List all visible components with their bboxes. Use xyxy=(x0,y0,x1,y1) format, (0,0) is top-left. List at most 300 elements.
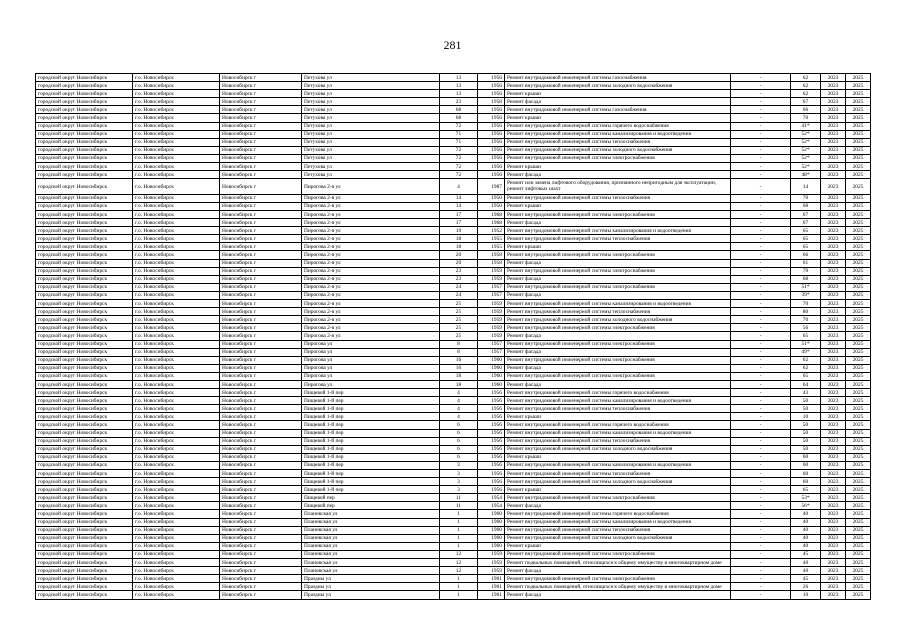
table-row xyxy=(36,122,871,130)
value-cell: 52* xyxy=(791,130,821,138)
year-built-cell: 1956 xyxy=(478,461,505,469)
table-row xyxy=(36,202,871,210)
end-year-cell: 2025 xyxy=(846,202,871,210)
value-cell: 50 xyxy=(791,421,821,429)
house-number-cell: 11 xyxy=(440,494,478,502)
end-year-cell: 2025 xyxy=(846,251,871,259)
value-cell: 45 xyxy=(791,575,821,583)
end-year-cell: 2025 xyxy=(846,243,871,251)
district-cell: г.о. Новосибирск xyxy=(133,259,220,267)
municipality-cell: городской округ Новосибирск xyxy=(36,235,133,243)
municipality-cell: городской округ Новосибирск xyxy=(36,275,133,283)
start-year-cell: 2023 xyxy=(821,413,846,421)
municipality-cell: городской округ Новосибирск xyxy=(36,308,133,316)
year-built-cell: 1950 xyxy=(478,202,505,210)
end-year-cell: 2025 xyxy=(846,171,871,179)
street-cell: Плановская ул xyxy=(302,518,440,526)
start-year-cell: 2023 xyxy=(821,453,846,461)
dash-cell: - xyxy=(731,179,791,195)
house-number-cell: 6 xyxy=(440,437,478,445)
start-year-cell: 2023 xyxy=(821,348,846,356)
end-year-cell: 2025 xyxy=(846,478,871,486)
start-year-cell: 2023 xyxy=(821,575,846,583)
street-cell: Пирогова 2-я ул xyxy=(302,235,440,243)
value-cell: 68 xyxy=(791,202,821,210)
work-type-cell: Ремонт крыши xyxy=(505,453,731,461)
city-cell: Новосибирск г xyxy=(220,219,302,227)
value-cell: 53* xyxy=(791,494,821,502)
house-number-cell: 1 xyxy=(440,518,478,526)
municipality-cell: городской округ Новосибирск xyxy=(36,380,133,388)
year-built-cell: 1959 xyxy=(478,316,505,324)
district-cell: г.о. Новосибирск xyxy=(133,380,220,388)
end-year-cell: 2025 xyxy=(846,494,871,502)
end-year-cell: 2025 xyxy=(846,591,871,599)
city-cell: Новосибирск г xyxy=(220,437,302,445)
street-cell: Пирогова 2-я ул xyxy=(302,219,440,227)
district-cell: г.о. Новосибирск xyxy=(133,461,220,469)
street-cell: Пищевой 1-й пер xyxy=(302,437,440,445)
municipality-cell: городской округ Новосибирск xyxy=(36,364,133,372)
table-row xyxy=(36,275,871,283)
municipality-cell: городской округ Новосибирск xyxy=(36,510,133,518)
district-cell: г.о. Новосибирск xyxy=(133,364,220,372)
city-cell: Новосибирск г xyxy=(220,591,302,599)
street-cell: Пищевой 1-й пер xyxy=(302,453,440,461)
value-cell: 70 xyxy=(791,194,821,202)
city-cell: Новосибирск г xyxy=(220,332,302,340)
house-number-cell: 19 xyxy=(440,227,478,235)
house-number-cell: 24 xyxy=(440,283,478,291)
street-cell: Пищевой 1-й пер xyxy=(302,421,440,429)
value-cell: 41* xyxy=(791,122,821,130)
district-cell: г.о. Новосибирск xyxy=(133,267,220,275)
street-cell: Пирогова 2-я ул xyxy=(302,194,440,202)
table-row xyxy=(36,542,871,550)
dash-cell: - xyxy=(731,534,791,542)
end-year-cell: 2025 xyxy=(846,179,871,195)
year-built-cell: 1956 xyxy=(478,405,505,413)
municipality-cell: городской округ Новосибирск xyxy=(36,259,133,267)
table-row xyxy=(36,259,871,267)
house-number-cell: 13 xyxy=(440,90,478,98)
value-cell: 56* xyxy=(791,502,821,510)
year-built-cell: 1958 xyxy=(478,259,505,267)
city-cell: Новосибирск г xyxy=(220,550,302,558)
end-year-cell: 2025 xyxy=(846,308,871,316)
table-row xyxy=(36,510,871,518)
municipality-cell: городской округ Новосибирск xyxy=(36,534,133,542)
year-built-cell: 1960 xyxy=(478,372,505,380)
start-year-cell: 2023 xyxy=(821,461,846,469)
dash-cell: - xyxy=(731,219,791,227)
city-cell: Новосибирск г xyxy=(220,259,302,267)
year-built-cell: 1960 xyxy=(478,518,505,526)
city-cell: Новосибирск г xyxy=(220,542,302,550)
start-year-cell: 2023 xyxy=(821,478,846,486)
house-number-cell: 3 xyxy=(440,461,478,469)
street-cell: Пищевой 1-й пер xyxy=(302,461,440,469)
municipality-cell: городской округ Новосибирск xyxy=(36,502,133,510)
district-cell: г.о. Новосибирск xyxy=(133,146,220,154)
start-year-cell: 2023 xyxy=(821,316,846,324)
work-type-cell: Ремонт внутридомовой инженерной системы канализирования и водоотведения xyxy=(505,429,731,437)
value-cell: 50 xyxy=(791,437,821,445)
work-type-cell: Ремонт внутридомовой инженерной системы электроснабжения xyxy=(505,251,731,259)
dash-cell: - xyxy=(731,98,791,106)
municipality-cell: городской округ Новосибирск xyxy=(36,486,133,494)
end-year-cell: 2025 xyxy=(846,437,871,445)
city-cell: Новосибирск г xyxy=(220,461,302,469)
street-cell: Пирогова 2-я ул xyxy=(302,291,440,299)
end-year-cell: 2025 xyxy=(846,130,871,138)
municipality-cell: городской округ Новосибирск xyxy=(36,518,133,526)
municipality-cell: городской округ Новосибирск xyxy=(36,583,133,591)
street-cell: Пирогова 2-я ул xyxy=(302,243,440,251)
street-cell: Праздны ул xyxy=(302,575,440,583)
end-year-cell: 2025 xyxy=(846,211,871,219)
year-built-cell: 1956 xyxy=(478,421,505,429)
district-cell: г.о. Новосибирск xyxy=(133,163,220,171)
value-cell: 40 xyxy=(791,567,821,575)
value-cell: 65 xyxy=(791,332,821,340)
street-cell: Петухова ул xyxy=(302,154,440,162)
street-cell: Пирогова 2-я ул xyxy=(302,211,440,219)
dash-cell: - xyxy=(731,421,791,429)
year-built-cell: 1956 xyxy=(478,413,505,421)
house-number-cell: 17 xyxy=(440,219,478,227)
table-row xyxy=(36,171,871,179)
municipality-cell: городской округ Новосибирск xyxy=(36,397,133,405)
dash-cell: - xyxy=(731,372,791,380)
table-row xyxy=(36,356,871,364)
house-number-cell: 1 xyxy=(440,526,478,534)
city-cell: Новосибирск г xyxy=(220,154,302,162)
city-cell: Новосибирск г xyxy=(220,291,302,299)
district-cell: г.о. Новосибирск xyxy=(133,413,220,421)
work-type-cell: Ремонт внутридомовой инженерной системы канализирования и водоотведения xyxy=(505,130,731,138)
dash-cell: - xyxy=(731,324,791,332)
district-cell: г.о. Новосибирск xyxy=(133,397,220,405)
start-year-cell: 2023 xyxy=(821,171,846,179)
end-year-cell: 2025 xyxy=(846,82,871,90)
table-row xyxy=(36,389,871,397)
work-type-cell: Ремонт внутридомовой инженерной системы теплоснабжения xyxy=(505,308,731,316)
district-cell: г.о. Новосибирск xyxy=(133,300,220,308)
end-year-cell: 2025 xyxy=(846,429,871,437)
work-type-cell: Ремонт фасада xyxy=(505,275,731,283)
value-cell: 67 xyxy=(791,219,821,227)
street-cell: Петухова ул xyxy=(302,114,440,122)
district-cell: г.о. Новосибирск xyxy=(133,275,220,283)
start-year-cell: 2023 xyxy=(821,227,846,235)
year-built-cell: 1956 xyxy=(478,154,505,162)
year-built-cell: 1957 xyxy=(478,291,505,299)
house-number-cell: 72 xyxy=(440,122,478,130)
end-year-cell: 2025 xyxy=(846,98,871,106)
city-cell: Новосибирск г xyxy=(220,526,302,534)
dash-cell: - xyxy=(731,82,791,90)
table-row xyxy=(36,130,871,138)
table-row xyxy=(36,194,871,202)
end-year-cell: 2025 xyxy=(846,510,871,518)
work-type-cell: Ремонт внутридомовой инженерной системы теплоснабжения xyxy=(505,194,731,202)
dash-cell: - xyxy=(731,251,791,259)
dash-cell: - xyxy=(731,470,791,478)
table-row xyxy=(36,332,871,340)
table-row xyxy=(36,324,871,332)
city-cell: Новосибирск г xyxy=(220,429,302,437)
municipality-cell: городской округ Новосибирск xyxy=(36,324,133,332)
table-row xyxy=(36,445,871,453)
municipality-cell: городской округ Новосибирск xyxy=(36,340,133,348)
city-cell: Новосибирск г xyxy=(220,146,302,154)
table-row xyxy=(36,372,871,380)
house-number-cell: 3 xyxy=(440,478,478,486)
start-year-cell: 2023 xyxy=(821,194,846,202)
house-number-cell: 12 xyxy=(440,559,478,567)
city-cell: Новосибирск г xyxy=(220,267,302,275)
end-year-cell: 2025 xyxy=(846,575,871,583)
house-number-cell: 25 xyxy=(440,300,478,308)
dash-cell: - xyxy=(731,275,791,283)
table-row xyxy=(36,405,871,413)
start-year-cell: 2023 xyxy=(821,267,846,275)
city-cell: Новосибирск г xyxy=(220,583,302,591)
work-type-cell: Ремонт внутридомовой инженерной системы горячего водоснабжения xyxy=(505,389,731,397)
city-cell: Новосибирск г xyxy=(220,171,302,179)
end-year-cell: 2025 xyxy=(846,106,871,114)
dash-cell: - xyxy=(731,340,791,348)
start-year-cell: 2023 xyxy=(821,219,846,227)
table-row xyxy=(36,575,871,583)
value-cell: 52* xyxy=(791,138,821,146)
start-year-cell: 2023 xyxy=(821,534,846,542)
house-number-cell: 16 xyxy=(440,356,478,364)
house-number-cell: 4 xyxy=(440,405,478,413)
table-row xyxy=(36,235,871,243)
city-cell: Новосибирск г xyxy=(220,243,302,251)
city-cell: Новосибирск г xyxy=(220,98,302,106)
street-cell: Пирогова 2-я ул xyxy=(302,283,440,291)
street-cell: Пищевой 1-й пер xyxy=(302,413,440,421)
end-year-cell: 2025 xyxy=(846,550,871,558)
house-number-cell: 24 xyxy=(440,291,478,299)
table-row xyxy=(36,429,871,437)
city-cell: Новосибирск г xyxy=(220,308,302,316)
value-cell: 60 xyxy=(791,453,821,461)
dash-cell: - xyxy=(731,453,791,461)
end-year-cell: 2025 xyxy=(846,486,871,494)
table-row xyxy=(36,82,871,90)
end-year-cell: 2025 xyxy=(846,138,871,146)
start-year-cell: 2023 xyxy=(821,98,846,106)
street-cell: Плановская ул xyxy=(302,559,440,567)
municipality-cell: городской округ Новосибирск xyxy=(36,243,133,251)
house-number-cell: 6 xyxy=(440,421,478,429)
municipality-cell: городской округ Новосибирск xyxy=(36,478,133,486)
work-type-cell: Ремонт фасада xyxy=(505,98,731,106)
year-built-cell: 1956 xyxy=(478,74,505,82)
work-type-cell: Ремонт внутридомовой инженерной системы теплоснабжения xyxy=(505,526,731,534)
end-year-cell: 2025 xyxy=(846,163,871,171)
district-cell: г.о. Новосибирск xyxy=(133,332,220,340)
work-type-cell: Ремонт внутридомовой инженерной системы канализирования и водоотведения xyxy=(505,397,731,405)
district-cell: г.о. Новосибирск xyxy=(133,494,220,502)
dash-cell: - xyxy=(731,575,791,583)
dash-cell: - xyxy=(731,211,791,219)
city-cell: Новосибирск г xyxy=(220,114,302,122)
district-cell: г.о. Новосибирск xyxy=(133,106,220,114)
municipality-cell: городской округ Новосибирск xyxy=(36,130,133,138)
work-type-cell: Ремонт внутридомовой инженерной системы электроснабжения xyxy=(505,340,731,348)
district-cell: г.о. Новосибирск xyxy=(133,591,220,599)
street-cell: Пищевой 1-й пер xyxy=(302,397,440,405)
value-cell: 40 xyxy=(791,510,821,518)
dash-cell: - xyxy=(731,122,791,130)
value-cell: 60 xyxy=(791,461,821,469)
table-row xyxy=(36,90,871,98)
street-cell: Пирогова 2-я ул xyxy=(302,275,440,283)
street-cell: Пищевой 1-й пер xyxy=(302,470,440,478)
municipality-cell: городской округ Новосибирск xyxy=(36,429,133,437)
municipality-cell: городской округ Новосибирск xyxy=(36,567,133,575)
end-year-cell: 2025 xyxy=(846,146,871,154)
street-cell: Пищевой 1-й пер xyxy=(302,445,440,453)
dash-cell: - xyxy=(731,291,791,299)
work-type-cell: Ремонт внутридомовой инженерной системы электроснабжения xyxy=(505,550,731,558)
city-cell: Новосибирск г xyxy=(220,194,302,202)
value-cell: 52* xyxy=(791,154,821,162)
street-cell: Пирогова ул xyxy=(302,364,440,372)
year-built-cell: 1956 xyxy=(478,122,505,130)
district-cell: г.о. Новосибирск xyxy=(133,98,220,106)
street-cell: Петухова ул xyxy=(302,146,440,154)
work-type-cell: Ремонт фасада xyxy=(505,502,731,510)
year-built-cell: 1957 xyxy=(478,283,505,291)
start-year-cell: 2023 xyxy=(821,283,846,291)
value-cell: 26 xyxy=(791,583,821,591)
year-built-cell: 1960 xyxy=(478,510,505,518)
end-year-cell: 2025 xyxy=(846,518,871,526)
dash-cell: - xyxy=(731,74,791,82)
dash-cell: - xyxy=(731,591,791,599)
start-year-cell: 2023 xyxy=(821,470,846,478)
work-type-cell: Ремонт внутридомовой инженерной системы горячего водоснабжения xyxy=(505,122,731,130)
table-row xyxy=(36,251,871,259)
street-cell: Петухова ул xyxy=(302,106,440,114)
table-row xyxy=(36,380,871,388)
start-year-cell: 2023 xyxy=(821,90,846,98)
district-cell: г.о. Новосибирск xyxy=(133,138,220,146)
work-type-cell: Ремонт внутридомовой инженерной системы теплоснабжения xyxy=(505,235,731,243)
year-built-cell: 1960 xyxy=(478,380,505,388)
municipality-cell: городской округ Новосибирск xyxy=(36,267,133,275)
year-built-cell: 1955 xyxy=(478,243,505,251)
table-row xyxy=(36,567,871,575)
value-cell: 61 xyxy=(791,259,821,267)
start-year-cell: 2023 xyxy=(821,583,846,591)
year-built-cell: 1960 xyxy=(478,364,505,372)
house-number-cell: 6 xyxy=(440,445,478,453)
street-cell: Плановская ул xyxy=(302,542,440,550)
year-built-cell: 1950 xyxy=(478,194,505,202)
district-cell: г.о. Новосибирск xyxy=(133,316,220,324)
table-row xyxy=(36,494,871,502)
table-row xyxy=(36,559,871,567)
city-cell: Новосибирск г xyxy=(220,130,302,138)
end-year-cell: 2025 xyxy=(846,534,871,542)
city-cell: Новосибирск г xyxy=(220,413,302,421)
work-type-cell: Ремонт внутридомовой инженерной системы электроснабжения xyxy=(505,494,731,502)
year-built-cell: 1956 xyxy=(478,470,505,478)
table-row xyxy=(36,316,871,324)
municipality-cell: городской округ Новосибирск xyxy=(36,559,133,567)
municipality-cell: городской округ Новосибирск xyxy=(36,461,133,469)
house-number-cell: 1 xyxy=(440,542,478,550)
table-row xyxy=(36,486,871,494)
dash-cell: - xyxy=(731,518,791,526)
year-built-cell: 1956 xyxy=(478,486,505,494)
municipality-cell: городской округ Новосибирск xyxy=(36,251,133,259)
work-type-cell: Ремонт крыши xyxy=(505,486,731,494)
city-cell: Новосибирск г xyxy=(220,494,302,502)
street-cell: Петухова ул xyxy=(302,90,440,98)
table-body xyxy=(36,74,871,600)
house-number-cell: 6 xyxy=(440,453,478,461)
value-cell: 64 xyxy=(791,380,821,388)
street-cell: Пирогова ул xyxy=(302,372,440,380)
dash-cell: - xyxy=(731,429,791,437)
value-cell: 65 xyxy=(791,227,821,235)
start-year-cell: 2023 xyxy=(821,380,846,388)
end-year-cell: 2025 xyxy=(846,413,871,421)
value-cell: 70 xyxy=(791,114,821,122)
district-cell: г.о. Новосибирск xyxy=(133,518,220,526)
house-number-cell: 1 xyxy=(440,510,478,518)
city-cell: Новосибирск г xyxy=(220,82,302,90)
dash-cell: - xyxy=(731,437,791,445)
municipality-cell: городской округ Новосибирск xyxy=(36,356,133,364)
district-cell: г.о. Новосибирск xyxy=(133,583,220,591)
end-year-cell: 2025 xyxy=(846,567,871,575)
start-year-cell: 2023 xyxy=(821,542,846,550)
year-built-cell: 1959 xyxy=(478,300,505,308)
work-type-cell: Ремонт фасада xyxy=(505,219,731,227)
value-cell: 50 xyxy=(791,397,821,405)
year-built-cell: 1956 xyxy=(478,171,505,179)
value-cell: 43 xyxy=(791,389,821,397)
district-cell: г.о. Новосибирск xyxy=(133,194,220,202)
value-cell: 40 xyxy=(791,542,821,550)
city-cell: Новосибирск г xyxy=(220,575,302,583)
table-row xyxy=(36,291,871,299)
table-row xyxy=(36,243,871,251)
value-cell: 51* xyxy=(791,283,821,291)
value-cell: 39* xyxy=(791,291,821,299)
municipality-cell: городской округ Новосибирск xyxy=(36,316,133,324)
end-year-cell: 2025 xyxy=(846,340,871,348)
dash-cell: - xyxy=(731,348,791,356)
dash-cell: - xyxy=(731,227,791,235)
start-year-cell: 2023 xyxy=(821,259,846,267)
value-cell: 49* xyxy=(791,348,821,356)
year-built-cell: 1952 xyxy=(478,227,505,235)
value-cell: 70 xyxy=(791,316,821,324)
dash-cell: - xyxy=(731,413,791,421)
municipality-cell: городской округ Новосибирск xyxy=(36,591,133,599)
table-row xyxy=(36,300,871,308)
